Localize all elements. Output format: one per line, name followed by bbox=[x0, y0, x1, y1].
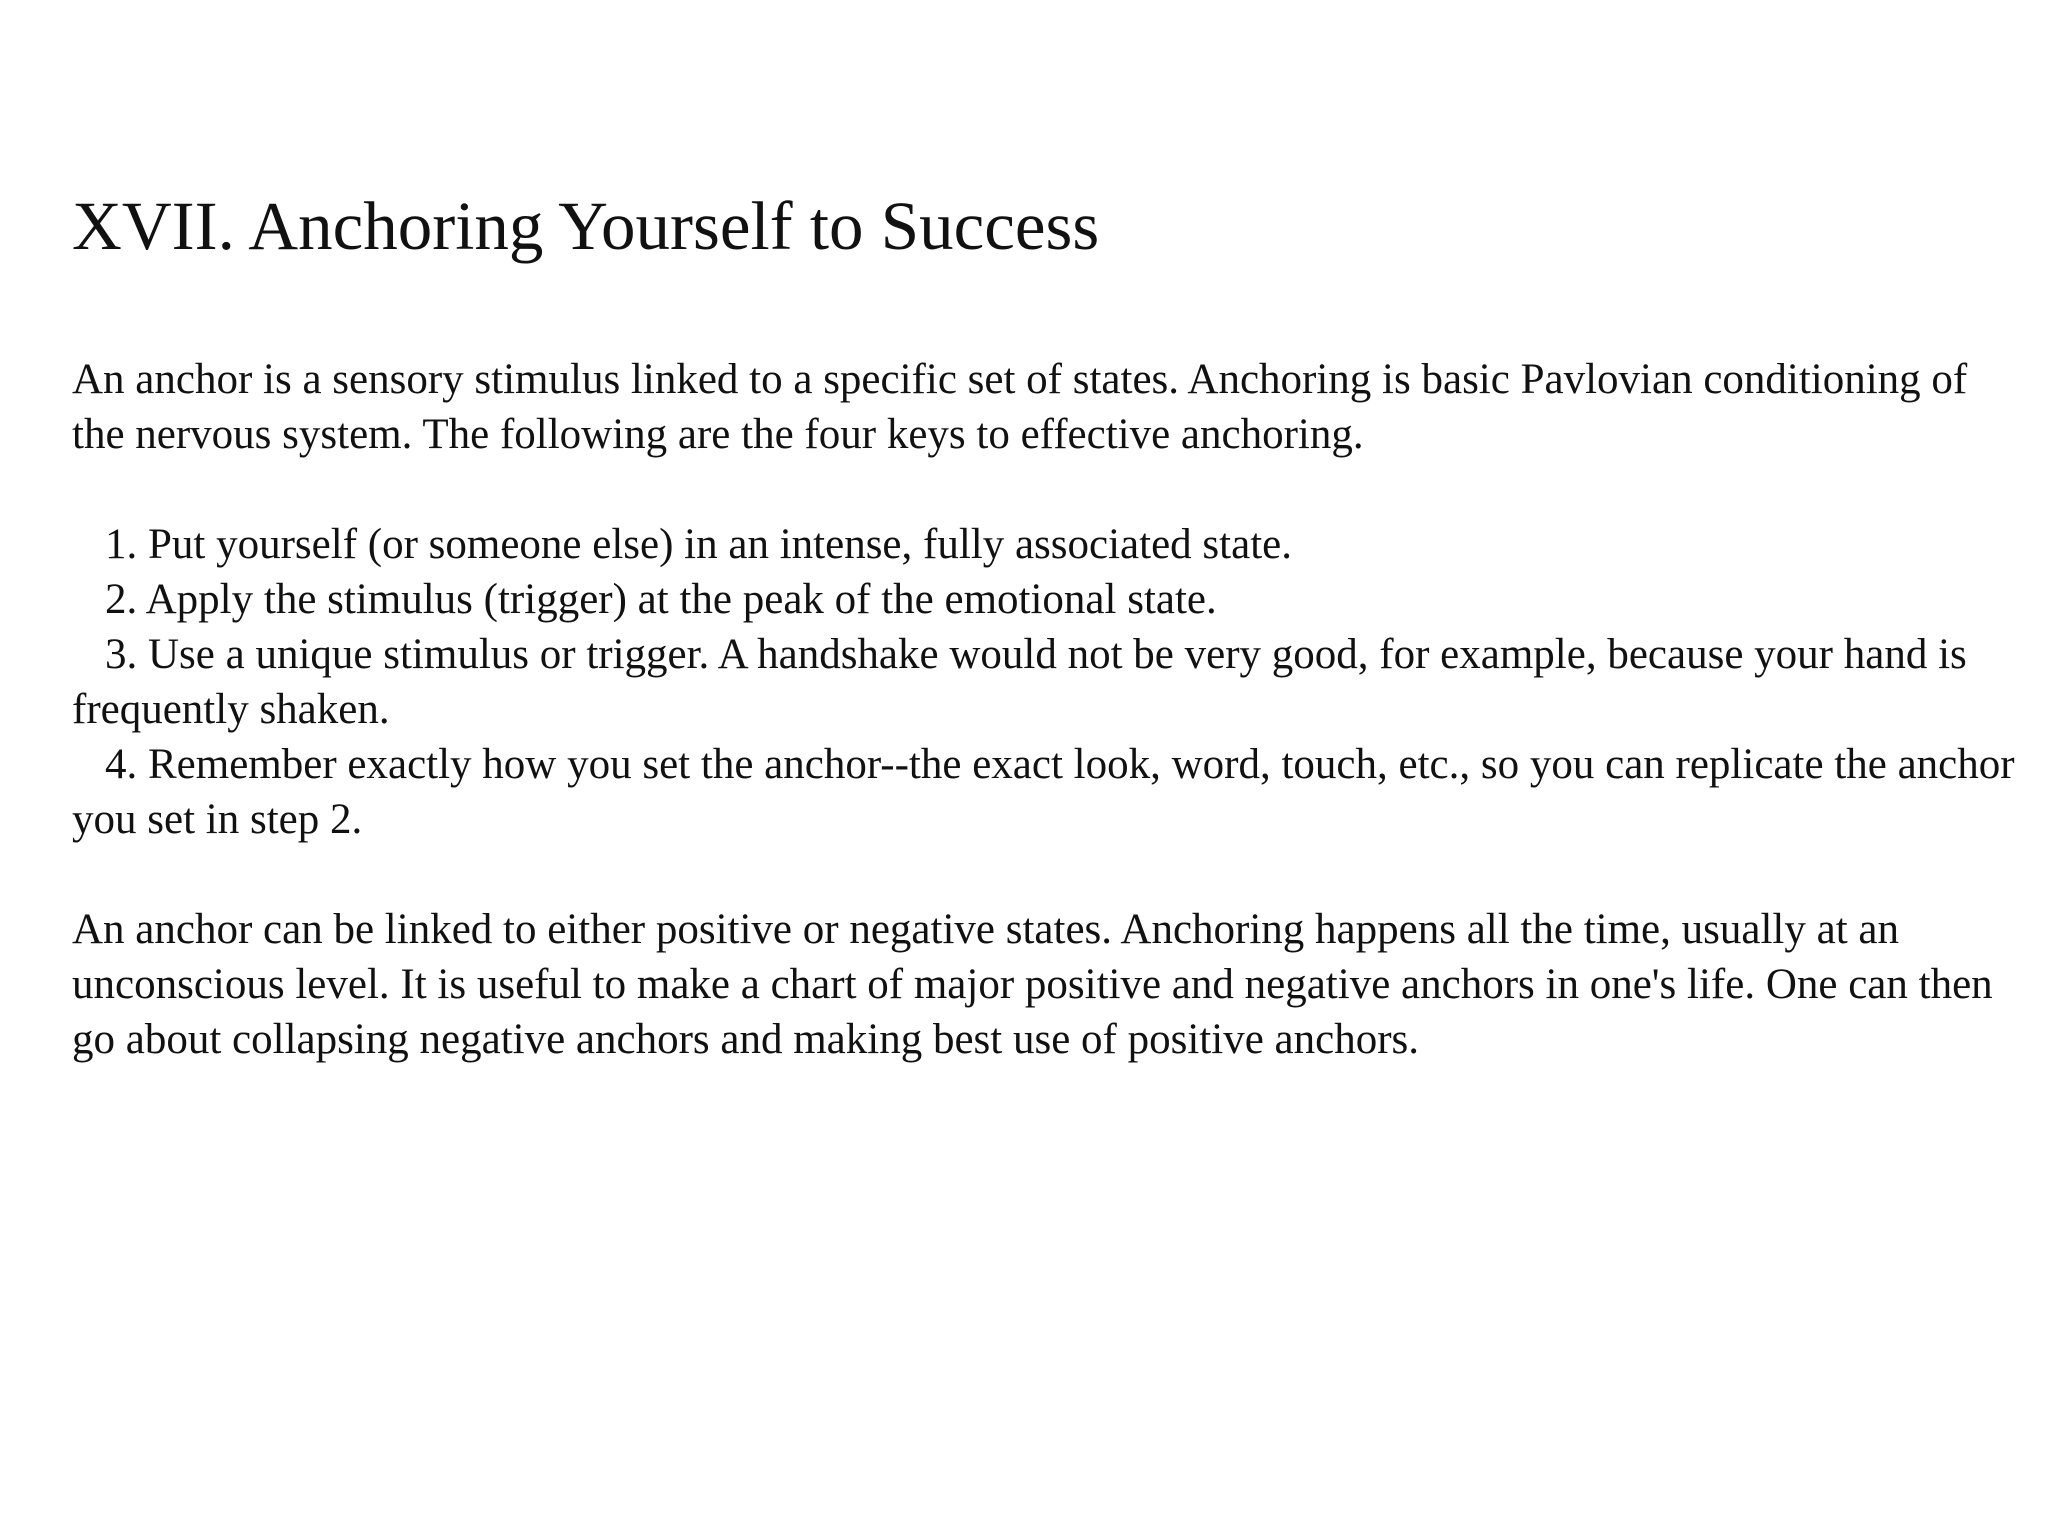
list-item: 3. Use a unique stimulus or trigger. A handshake would not be very good, for example, because your hand is frequently shaken. bbox=[72, 631, 1967, 733]
list-item: 1. Put yourself (or someone else) in an intense, fully associated state. bbox=[105, 521, 1292, 568]
intro-paragraph: An anchor is a sensory stimulus linked to a specific set of states. Anchoring is basic Pavlovian conditioning of the nervous system. The following are the four keys to effective anchoring. bbox=[72, 356, 1968, 458]
anchoring-keys-list bbox=[72, 517, 2022, 847]
closing-paragraph: An anchor can be linked to either positive or negative states. Anchoring happens all the time, usually at an unconscious level. It is useful to make a chart of major positive and negative anchors in one's life. One can then go about collapsing negative anchors and making best use of positive anchors. bbox=[72, 906, 1993, 1063]
list-item: 2. Apply the stimulus (trigger) at the peak of the emotional state. bbox=[105, 576, 1217, 623]
page-title: XVII. Anchoring Yourself to Success bbox=[72, 188, 1100, 264]
list-item: 4. Remember exactly how you set the anchor--the exact look, word, touch, etc., so you can replicate the anchor you set in step 2. bbox=[72, 741, 2015, 843]
